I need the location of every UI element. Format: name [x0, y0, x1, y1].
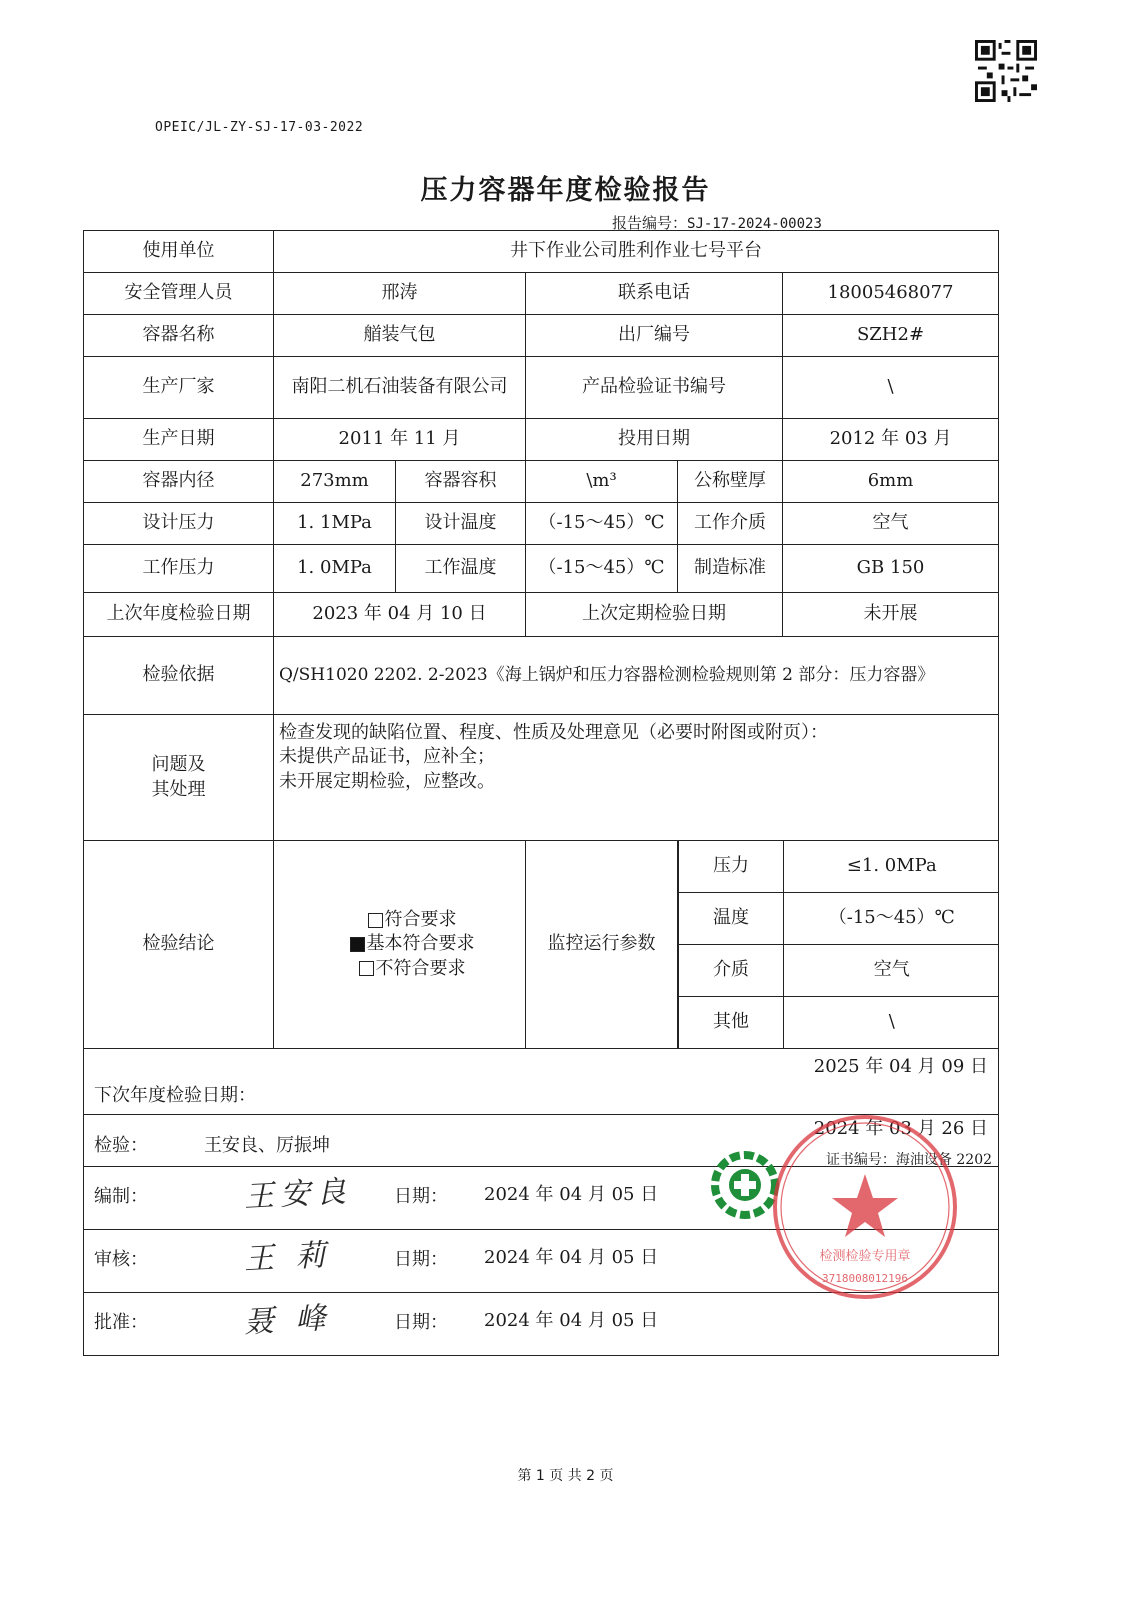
next-inspection-label: 下次年度检验日期： [94, 1084, 256, 1106]
seal-inner-text: 检测检验专用章 [819, 1249, 911, 1264]
param-value: ≤1. 0MPa [784, 841, 999, 893]
safety-manager-label: 安全管理人员 [84, 273, 274, 315]
report-number-label: 报告编号： [612, 214, 688, 232]
date-label: 日期： [394, 1249, 448, 1270]
param-label: 温度 [679, 893, 784, 945]
user-unit-label: 使用单位 [84, 231, 274, 273]
problems-line: 检查发现的缺陷位置、程度、性质及处理意见（必要时附图或附页）： [279, 722, 828, 743]
problems-content [274, 715, 999, 841]
use-date-label: 投用日期 [526, 419, 783, 461]
design-pressure-label: 设计压力 [84, 503, 274, 545]
problems-line: 未提供产品证书，应补全； [279, 746, 495, 768]
work-temp-label: 工作温度 [396, 545, 526, 593]
checkbox-empty-icon [368, 913, 383, 928]
table-row [84, 503, 999, 545]
work-temp-value: （-15～45）℃ [526, 545, 678, 593]
params-table [678, 841, 999, 1048]
table-row [84, 461, 999, 503]
problems-line: 未开展定期检验，应整改。 [279, 770, 495, 792]
medium-value: 空气 [783, 503, 999, 545]
table-row [84, 593, 999, 637]
design-temp-value: （-15～45）℃ [526, 503, 678, 545]
work-pressure-value: 1. 0MPa [274, 545, 396, 593]
option-label: 基本符合要求 [366, 933, 475, 955]
option-non-compliant[interactable] [304, 957, 520, 981]
volume-value: \m³ [526, 461, 678, 503]
vessel-name-value: 艏装气包 [274, 315, 526, 357]
table-row [84, 637, 999, 715]
option-label: 符合要求 [384, 909, 457, 931]
date-value: 2024 年 04 月 05 日 [484, 1247, 659, 1268]
checkbox-empty-icon [359, 961, 374, 976]
seal-number: 3718008012196 [821, 1272, 909, 1285]
date-label: 日期： [394, 1186, 448, 1207]
report-number-value: SJ-17-2024-00023 [687, 216, 822, 232]
phone-label: 联系电话 [526, 273, 783, 315]
handwritten-signature: 王 莉 [243, 1237, 333, 1278]
basis-value: Q/SH1020 2202. 2-2023《海上锅炉和压力容器检测检验规则第 2 部分：压力容器》 [274, 637, 999, 715]
document-code: OPEIC/JL-ZY-SJ-17-03-2022 [155, 120, 364, 135]
inner-diameter-label: 容器内径 [84, 461, 274, 503]
monitor-label: 监控运行参数 [526, 841, 678, 1049]
last-periodic-value: 未开展 [783, 593, 999, 637]
option-label: 不符合要求 [375, 957, 466, 979]
qr-code-icon [975, 40, 1037, 102]
page-title: 压力容器年度检验报告 [420, 175, 711, 206]
problems-label-line: 其处理 [151, 778, 206, 800]
param-value: （-15～45）℃ [784, 893, 999, 945]
basis-label: 检验依据 [84, 637, 274, 715]
option-basically-compliant[interactable] [304, 932, 520, 956]
checkbox-checked-icon [350, 937, 365, 952]
problems-label [84, 715, 274, 841]
param-label: 其他 [679, 997, 784, 1049]
prod-date-label: 生产日期 [84, 419, 274, 461]
manufacturer-value: 南阳二机石油装备有限公司 [274, 357, 526, 419]
manufacturer-label: 生产厂家 [84, 357, 274, 419]
date-value: 2024 年 04 月 05 日 [484, 1310, 659, 1331]
table-row [84, 273, 999, 315]
option-compliant[interactable] [304, 908, 520, 932]
standard-value: GB 150 [783, 545, 999, 593]
table-row [84, 231, 999, 273]
factory-no-value: SZH2# [783, 315, 999, 357]
page-number: 第 1 页 共 2 页 [517, 1468, 614, 1484]
safety-manager-value: 邢涛 [274, 273, 526, 315]
handwritten-signature: 王安良 [243, 1174, 353, 1215]
table-row [84, 419, 999, 461]
volume-label: 容器容积 [396, 461, 526, 503]
param-value: 空气 [784, 945, 999, 997]
param-label: 压力 [679, 841, 784, 893]
role-label: 编制： [94, 1186, 148, 1207]
table-row [84, 715, 999, 841]
role-label: 审核： [94, 1249, 148, 1270]
param-row [679, 945, 999, 997]
wall-label: 公称壁厚 [678, 461, 783, 503]
work-pressure-label: 工作压力 [84, 545, 274, 593]
param-value: \ [784, 997, 999, 1049]
inner-diameter-value: 273mm [274, 461, 396, 503]
cert-no-label: 产品检验证书编号 [526, 357, 783, 419]
cert-no-value: \ [783, 357, 999, 419]
problems-label-line: 问题及 [151, 754, 206, 776]
vessel-name-label: 容器名称 [84, 315, 274, 357]
param-label: 介质 [679, 945, 784, 997]
wall-value: 6mm [783, 461, 999, 503]
user-unit-value: 井下作业公司胜利作业七号平台 [274, 231, 999, 273]
param-row [679, 893, 999, 945]
param-row [679, 841, 999, 893]
inspectors-names: 王安良、厉振坤 [204, 1134, 330, 1156]
last-annual-value: 2023 年 04 月 10 日 [274, 593, 526, 637]
last-annual-label: 上次年度检验日期 [84, 593, 274, 637]
standard-label: 制造标准 [678, 545, 783, 593]
seal-date: 2024 年 03 月 26 日 [813, 1118, 989, 1139]
role-label: 批准： [94, 1312, 148, 1333]
factory-no-label: 出厂编号 [526, 315, 783, 357]
conclusion-options [274, 841, 526, 1049]
table-row [84, 1049, 999, 1115]
last-periodic-label: 上次定期检验日期 [526, 593, 783, 637]
param-row [679, 997, 999, 1049]
use-date-value: 2012 年 03 月 [783, 419, 999, 461]
prod-date-value: 2011 年 11 月 [274, 419, 526, 461]
design-temp-label: 设计温度 [396, 503, 526, 545]
table-row [84, 841, 999, 1049]
monitor-params [678, 841, 999, 1049]
medium-label: 工作介质 [678, 503, 783, 545]
table-row [84, 357, 999, 419]
date-value: 2024 年 04 月 05 日 [484, 1184, 659, 1205]
inspectors-label: 检验： [94, 1134, 148, 1156]
design-pressure-value: 1. 1MPa [274, 503, 396, 545]
next-inspection-date: 2025 年 04 月 09 日 [813, 1056, 989, 1077]
next-inspection [84, 1049, 999, 1115]
cert-number: 证书编号：海油设备 2202 [825, 1152, 993, 1167]
table-row [84, 545, 999, 593]
conclusion-label: 检验结论 [84, 841, 274, 1049]
phone-value: 18005468077 [783, 273, 999, 315]
table-row [84, 315, 999, 357]
handwritten-signature: 聂 峰 [243, 1300, 333, 1341]
date-label: 日期： [394, 1312, 448, 1333]
official-seal-icon [770, 1112, 960, 1302]
